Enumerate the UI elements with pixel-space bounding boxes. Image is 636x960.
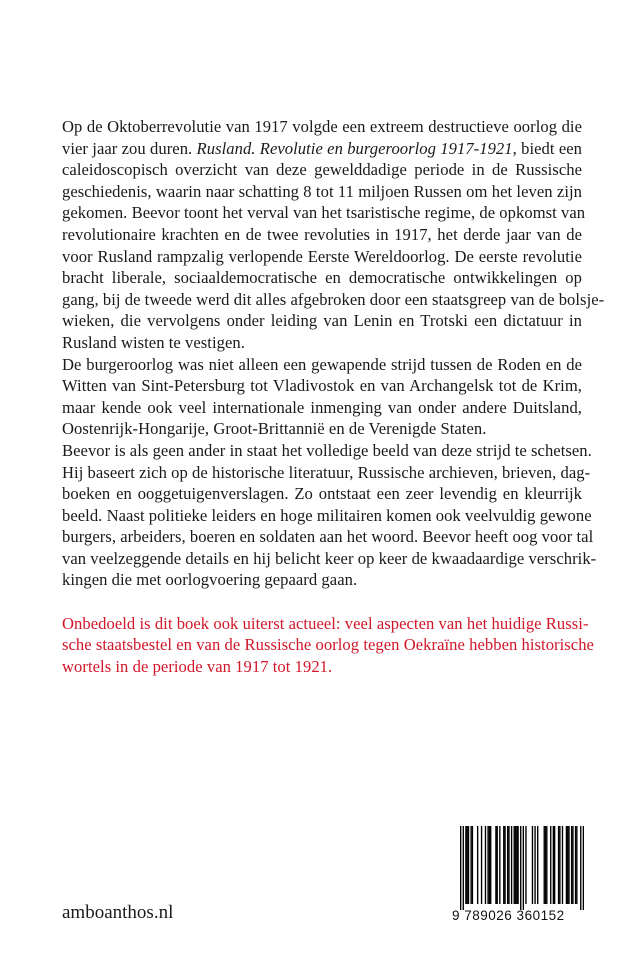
barcode-bar [534,826,535,904]
barcode-bar [568,826,569,904]
barcode-bar [537,826,538,904]
blurb-paragraph-2 [62,354,582,440]
barcode-bar [554,826,555,904]
barcode-bar [567,826,568,904]
barcode-bar [516,826,517,904]
barcode-bar [583,826,584,910]
blurb-line: van veelzeggende details en hij belicht keer op keer de kwaadaardige verschrik- [62,548,597,568]
barcode-bar [470,826,471,904]
barcode-bar [546,826,547,904]
blurb-line: wieken, die vervolgens onder leiding van Lenin en Trotski een dictatuur in [62,311,582,331]
barcode-bar [571,826,572,904]
barcode-bar [553,826,554,904]
blurb-line: Witten van Sint-Petersburg tot Vladivostok en van Archangelsk tot de Krim, [62,376,582,396]
blurb-paragraph-3 [62,440,597,591]
blurb-line: gang, bij de tweede werd dit alles afgebroken door een staatsgreep van de bolsje- [62,289,605,309]
book-title-italic: Rusland. Revolutie en burgeroorlog 1917-1921 [196,138,513,158]
blurb-line: Oostenrijk-Hongarije, Groot-Brittannië en de Verenigde Staten. [62,419,487,439]
barcode-bar [507,826,508,904]
highlight-paragraph [62,613,594,678]
barcode-bar [504,826,505,904]
barcode-bar [508,826,509,904]
publisher-url[interactable]: amboanthos.nl [62,902,174,923]
barcode-bar [525,826,526,904]
barcode-bar [465,826,466,904]
barcode-icon [460,826,584,910]
blurb-text: , biedt een [512,138,583,158]
barcode-bar [460,826,461,910]
barcode-bar [558,826,559,904]
barcode-bar [523,826,524,910]
blurb-line: De burgeroorlog was niet alleen een gewapende strijd tussen de Roden en de [62,354,582,374]
blurb-line: boeken en ooggetuigenverslagen. Zo ontstaat een zeer levendig en kleurrijk [62,484,582,504]
barcode-bar [532,826,533,904]
blurb-line: gekomen. Beevor toont het verval van het tsaristische regime, de opkomst van [62,203,586,223]
blurb-line: burgers, arbeiders, boeren en soldaten aan het woord. Beevor heeft oog voor tal [62,527,594,547]
barcode-bar [467,826,468,904]
blurb-line: kingen die met oorlogvoering gepaard gaan. [62,570,358,590]
barcode-bar [545,826,546,904]
highlight-line: Onbedoeld is dit boek ook uiterst actueel: veel aspecten van het huidige Russi- [62,613,589,633]
barcode-bar [511,826,512,904]
barcode-bar [550,826,551,904]
barcode-bar [497,826,498,904]
barcode-bar [580,826,581,910]
blurb-line: maar kende ook veel internationale inmenging van onder andere Duitsland, [62,397,582,417]
blurb-line: Op de Oktoberrevolutie van 1917 volgde een extreem destructieve oorlog die [62,117,582,136]
barcode-bar [515,826,516,904]
isbn-barcode [452,826,592,926]
blurb-line: voor Rusland rampzalig verlopende Eerste Wereldoorlog. De eerste revolutie [62,246,582,266]
blurb-line: revolutionaire krachten en de twee revoluties in 1917, het derde jaar van de [62,224,582,244]
paragraph-spacer [62,591,582,613]
blurb-text: vier jaar zou duren. [62,138,197,158]
blurb-line-with-title [62,138,582,160]
barcode-bar [489,826,490,904]
barcode-bar [572,826,573,904]
barcode-bar [562,826,563,904]
barcode-bar [485,826,486,904]
barcode-bar [559,826,560,904]
blurb-line: bracht liberale, sociaaldemocratische en democratische ontwikkelingen op [62,268,582,288]
barcode-bar [517,826,518,904]
blurb-line: geschiedenis, waarin naar schatting 8 tot 11 miljoen Russen om het leven zijn [62,181,582,201]
barcode-bar [463,826,464,910]
barcode-bar [544,826,545,904]
barcode-bar [487,826,488,904]
blurb-paragraph-1 [62,116,605,354]
blurb-line: caleidoscopisch overzicht van deze gewelddadige periode in de Russische [62,160,582,180]
blurb-line: beeld. Naast politieke leiders en hoge militairen komen ook veelvuldig gewone [62,505,592,525]
barcode-bar [499,826,500,904]
barcode-bar [472,826,473,904]
barcode-bar [503,826,504,904]
barcode-bar [468,826,469,904]
barcode-bar [575,826,576,904]
barcode-bar [576,826,577,904]
barcode-bar [490,826,491,904]
highlight-line: sche staatsbestel en van de Russische oorlog tegen Oekraïne hebben historische [62,635,594,655]
barcode-bar [481,826,482,904]
barcode-bar [495,826,496,904]
barcode-bar [514,826,515,904]
barcode-bar [566,826,567,904]
blurb-line: Hij baseert zich op de historische literatuur, Russische archieven, brieven, dag- [62,462,591,482]
isbn-number: 9 789026 360152 [452,908,565,923]
barcode-bar [520,826,521,910]
blurb-line: Beevor is als geen ander in staat het volledige beeld van deze strijd te schetsen. [62,440,592,460]
barcode-bar [477,826,478,904]
back-cover-blurb [62,116,605,677]
blurb-line: Rusland wisten te vestigen. [62,332,245,352]
highlight-line: wortels in de periode van 1917 tot 1921. [62,656,333,676]
